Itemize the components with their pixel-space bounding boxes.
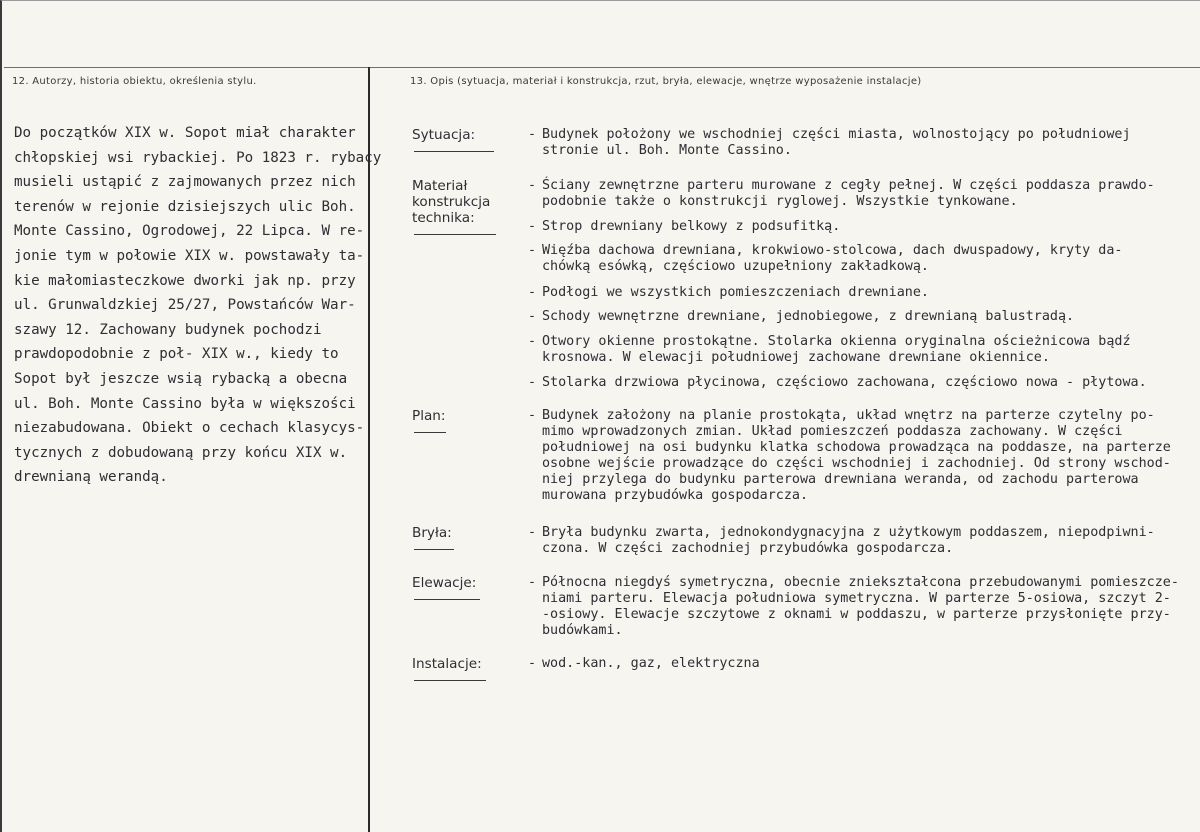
entry-line: -osiowy. Elewacje szczytowe z oknami w poddaszu, w parterze przysłonięte przy- bbox=[542, 607, 1171, 622]
section-label-line: Plan: bbox=[412, 408, 446, 424]
history-line: terenów w rejonie dzisiejszych ulic Boh. bbox=[14, 198, 356, 215]
section-entry bbox=[528, 178, 1188, 210]
section-label-line: Elewacje: bbox=[412, 575, 477, 591]
entry-dash: - bbox=[528, 525, 537, 540]
entry-line: Strop drewniany belkowy z podsufitką. bbox=[542, 219, 841, 234]
entry-line: niej przylega do budynku parterowa drewniana weranda, od zachodu parterowa bbox=[542, 472, 1139, 487]
entry-line: chówką esówką, częściowo uzupełniony zakładkową. bbox=[542, 259, 929, 274]
entry-line: Więźba dachowa drewniana, krokwiowo-stolcowa, dach dwuspadowy, kryty da- bbox=[542, 243, 1123, 258]
entry-dash: - bbox=[528, 656, 537, 671]
entry-line: niami parteru. Elewacja południowa symetryczna. W parterze 5-osiowa, szczyt 2- bbox=[542, 591, 1171, 606]
label-underline bbox=[414, 234, 496, 235]
section-label bbox=[412, 656, 482, 672]
history-line: tycznych z dobudowaną przy końcu XIX w. bbox=[14, 444, 348, 461]
history-line: prawdopodobnie z poł- XIX w., kiedy to bbox=[14, 346, 339, 363]
label-underline bbox=[414, 549, 454, 550]
section-label bbox=[412, 525, 452, 541]
entry-dash: - bbox=[528, 243, 537, 258]
entry-line: Budynek położony we wschodniej części miasta, wolnostojący po południowej bbox=[542, 127, 1131, 142]
entry-dash: - bbox=[528, 309, 537, 324]
entry-line: Podłogi we wszystkich pomieszczeniach drewniane. bbox=[542, 285, 929, 300]
entry-line: mimo wprowadzonych zmian. Układ pomieszczeń poddasza zachowany. W części bbox=[542, 424, 1123, 439]
section-label-line: Sytuacja: bbox=[412, 127, 476, 143]
history-line: szawy 12. Zachowany budynek pochodzi bbox=[14, 321, 322, 338]
entry-line: Północna niegdyś symetryczna, obecnie zniekształcona przebudowanymi pomieszcze- bbox=[542, 575, 1179, 590]
entry-line: Bryła budynku zwarta, jednokondygnacyjna z użytkowym poddaszem, niepodpiwni- bbox=[542, 525, 1155, 540]
section-entry bbox=[528, 525, 1188, 557]
header-authors-history: 12. Autorzy, historia obiektu, określenia stylu. bbox=[12, 76, 257, 87]
entry-line: Stolarka drzwiowa płycinowa, częściowo zachowana, częściowo nowa - płytowa. bbox=[542, 375, 1147, 390]
section-label bbox=[412, 178, 490, 226]
column-divider bbox=[368, 67, 370, 832]
entry-line: Ściany zewnętrzne parteru murowane z cegły pełnej. W części poddasza prawdo- bbox=[542, 178, 1155, 193]
section-label-line: Materiał bbox=[412, 178, 468, 194]
history-line: Monte Cassino, Ogrodowej, 22 Lipca. W re- bbox=[14, 223, 365, 240]
section-entry bbox=[528, 656, 1188, 672]
header-description: 13. Opis (sytuacja, materiał i konstrukcja, rzut, bryła, elewacje, wnętrze wyposażenie instalacje) bbox=[410, 76, 922, 87]
entry-line: krosnowa. W elewacji południowej zachowane drewniane okiennice. bbox=[542, 350, 1050, 365]
entry-line: podobnie także o konstrukcji ryglowej. Wszystkie tynkowane. bbox=[542, 194, 1018, 209]
entry-line: południowej na osi budynku klatka schodowa prowadząca na poddasze, na parterze bbox=[542, 440, 1171, 455]
section-entry bbox=[528, 127, 1188, 159]
entry-dash: - bbox=[528, 334, 537, 349]
entry-line: wod.-kan., gaz, elektryczna bbox=[542, 656, 760, 671]
section-entry bbox=[528, 219, 1188, 235]
history-line: drewnianą werandą. bbox=[14, 469, 168, 486]
history-line: Sopot był jeszcze wsią rybacką a obecna bbox=[14, 370, 348, 387]
label-underline bbox=[414, 599, 480, 600]
history-line: ul. Boh. Monte Cassino była w większości bbox=[14, 395, 356, 412]
section-entry bbox=[528, 285, 1188, 301]
entry-line: Schody wewnętrzne drewniane, jednobiegowe, z drewnianą balustradą. bbox=[542, 309, 1075, 324]
entry-line: stronie ul. Boh. Monte Cassino. bbox=[542, 143, 792, 158]
history-line: musieli ustąpić z zajmowanych przez nich bbox=[14, 174, 356, 191]
history-text bbox=[14, 121, 382, 490]
entry-line: Otwory okienne prostokątne. Stolarka okienna oryginalna ościeżnicowa bądź bbox=[542, 334, 1131, 349]
section-entry bbox=[528, 375, 1188, 391]
entry-dash: - bbox=[528, 375, 537, 390]
header-rule bbox=[4, 67, 1200, 68]
entry-dash: - bbox=[528, 285, 537, 300]
label-underline bbox=[414, 680, 486, 681]
entry-line: czona. W części zachodniej przybudówka gospodarcza. bbox=[542, 541, 954, 556]
history-line: chłopskiej wsi rybackiej. Po 1823 r. rybacy bbox=[14, 149, 382, 166]
section-label bbox=[412, 127, 475, 143]
section-label-line: konstrukcja bbox=[412, 194, 491, 210]
history-line: ul. Grunwaldzkiej 25/27, Powstańców War- bbox=[14, 297, 356, 314]
section-entry bbox=[528, 575, 1188, 639]
history-line: kie małomiasteczkowe dworki jak np. przy bbox=[14, 272, 356, 289]
history-line: niezabudowana. Obiekt o cechach klasycys- bbox=[14, 420, 365, 437]
entry-dash: - bbox=[528, 408, 537, 423]
section-entry bbox=[528, 309, 1188, 325]
entry-line: osobne wejście prowadzące do części wschodniej i zachodniej. Od strony wschod- bbox=[542, 456, 1171, 471]
label-underline bbox=[414, 432, 446, 433]
history-line: jonie tym w połowie XIX w. powstawały ta- bbox=[14, 247, 365, 264]
entry-dash: - bbox=[528, 219, 537, 234]
history-line: Do początków XIX w. Sopot miał charakter bbox=[14, 125, 356, 141]
section-label bbox=[412, 575, 476, 591]
entry-dash: - bbox=[528, 127, 537, 142]
section-label-line: technika: bbox=[412, 210, 475, 226]
section-label-line: Bryła: bbox=[412, 525, 452, 541]
entry-line: murowana przybudówka gospodarcza. bbox=[542, 488, 809, 503]
section-label bbox=[412, 408, 446, 424]
section-label-line: Instalacje: bbox=[412, 656, 482, 672]
entry-dash: - bbox=[528, 575, 537, 590]
entry-line: Budynek założony na planie prostokąta, układ wnętrz na parterze czytelny po- bbox=[542, 408, 1155, 423]
entry-dash: - bbox=[528, 178, 537, 193]
entry-line: budówkami. bbox=[542, 623, 623, 638]
label-underline bbox=[414, 151, 494, 152]
section-entry bbox=[528, 408, 1188, 504]
section-entry bbox=[528, 243, 1188, 275]
section-entry bbox=[528, 334, 1188, 366]
